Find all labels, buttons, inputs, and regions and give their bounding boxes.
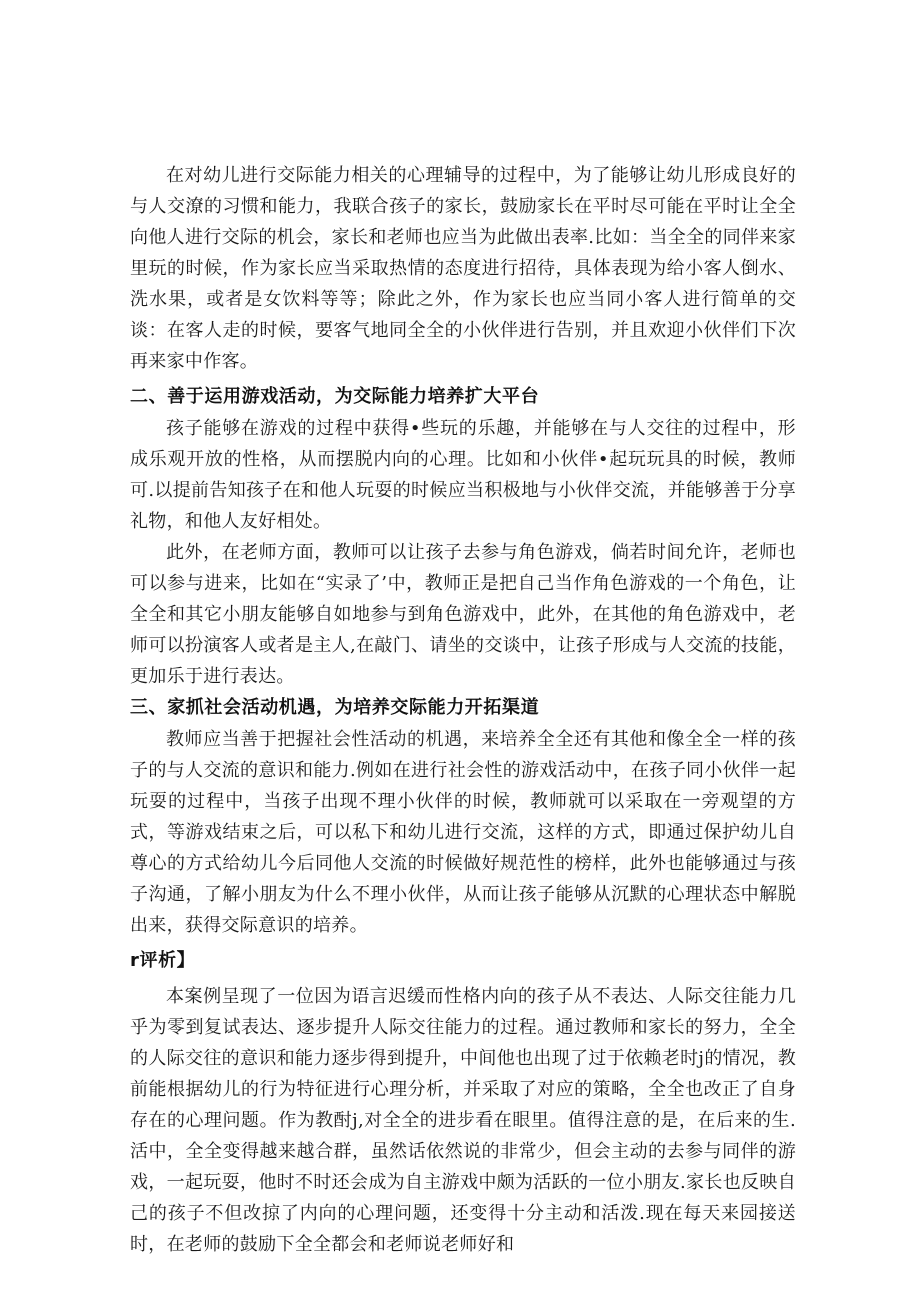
section-heading-analysis: r评析】 <box>130 950 196 971</box>
paragraph-social-activity: 教师应当善于把握社会性活动的机遇，来培养全全还有其他和像全全一样的孩子的与人交流的意识和能力.例如在进行社会性的游戏活动中，在孩子同小伙伴一起玩耍的过程中，当孩子出现不理小伙伴的时候，教师就可以采取在一旁观望的方式，等游戏结束之后，可以私下和幼儿进行交流，这样的方式，即通过保护幼儿自尊心的方式给幼儿今后同他人交流的时候做好规范性的榜样，此外也能够通过与孩子沟通，了解小朋友为什么不理小伙伴，从而让孩子能够从沉默的心理状态中解脱出来，获得交际意识的培养。 <box>130 729 796 936</box>
section-heading-social: 三、家抓社会活动机遇，为培养交际能力开拓渠道 <box>130 697 540 718</box>
document-page <box>130 160 796 1260</box>
paragraph-analysis: 本案例呈现了一位因为语言迟缓而性格内向的孩子从不表达、人际交往能力几乎为零到复试表达、逐步提升人际交往能力的过程。通过教师和家长的努力，全全的人际交往的意识和能力逐步得到提升，中间他也出现了过于依赖老时j的情况，教前能根据幼儿的行为特征进行心理分析，并采取了对应的策略，全全也改正了自身存在的心理问题。作为教酎j,对全全的进步看在眼里。值得注意的是，在后来的生.活中，全全变得越来越合群，虽然话依然说的非常少，但会主动的去参与同伴的游戏，一起玩耍，他时不时还会成为自主游戏中颇为活跃的一位小朋友.家长也反映自己的孩子不但改掠了内向的心理问题，还变得十分主动和活泼.现在每天来园接送时，在老师的鼓励下全全都会和老师说老师好和 <box>130 986 796 1255</box>
paragraph-family-guidance: 在对幼儿进行交际能力相关的心理辅导的过程中，为了能够让幼儿形成良好的与人交潦的习惯和能力，我联合孩子的家长，鼓励家长在平时尽可能在平时让全全向他人进行交际的机会，家长和老师也应当为此做出表率.比如：当全全的同伴来家里玩的时候，作为家长应当采取热情的态度进行招待，具体表现为给小客人倒水、洗水果，或者是女饮料等等；除此之外，作为家长也应当同小客人进行简单的交谈：在客人走的时候，要客气地同全全的小伙伴进行告别，并且欢迎小伙伴们下次再来家中作客。 <box>130 165 796 372</box>
paragraph-game-fun: 孩子能够在游戏的过程中获得•些玩的乐趣，并能够在与人交往的过程中，形成乐观开放的性格，从而摆脱内向的心理。比如和小伙伴•起玩玩具的时候，教师可.以提前告知孩子在和他人玩耍的时候应当积极地与小伙伴交流，并能够善于分享礼物，和他人友好相处。 <box>130 418 796 532</box>
paragraph-role-play: 此外，在老师方面，教师可以让孩子去参与角色游戏，倘若时间允许，老师也可以参与进来，比如在“实录了’中，教师正是把自己当作角色游戏的一个角色，让全全和其它小朋友能够自如地参与到角色游戏中，此外，在其他的角色游戏中，老师可以扮演客人或者是主人,在敲门、请坐的交谈中，让孩子形成与人交流的技能，更加乐于进行表达。 <box>130 542 796 687</box>
section-heading-games: 二、善于运用游戏活动，为交际能力培养扩大平台 <box>130 386 540 407</box>
